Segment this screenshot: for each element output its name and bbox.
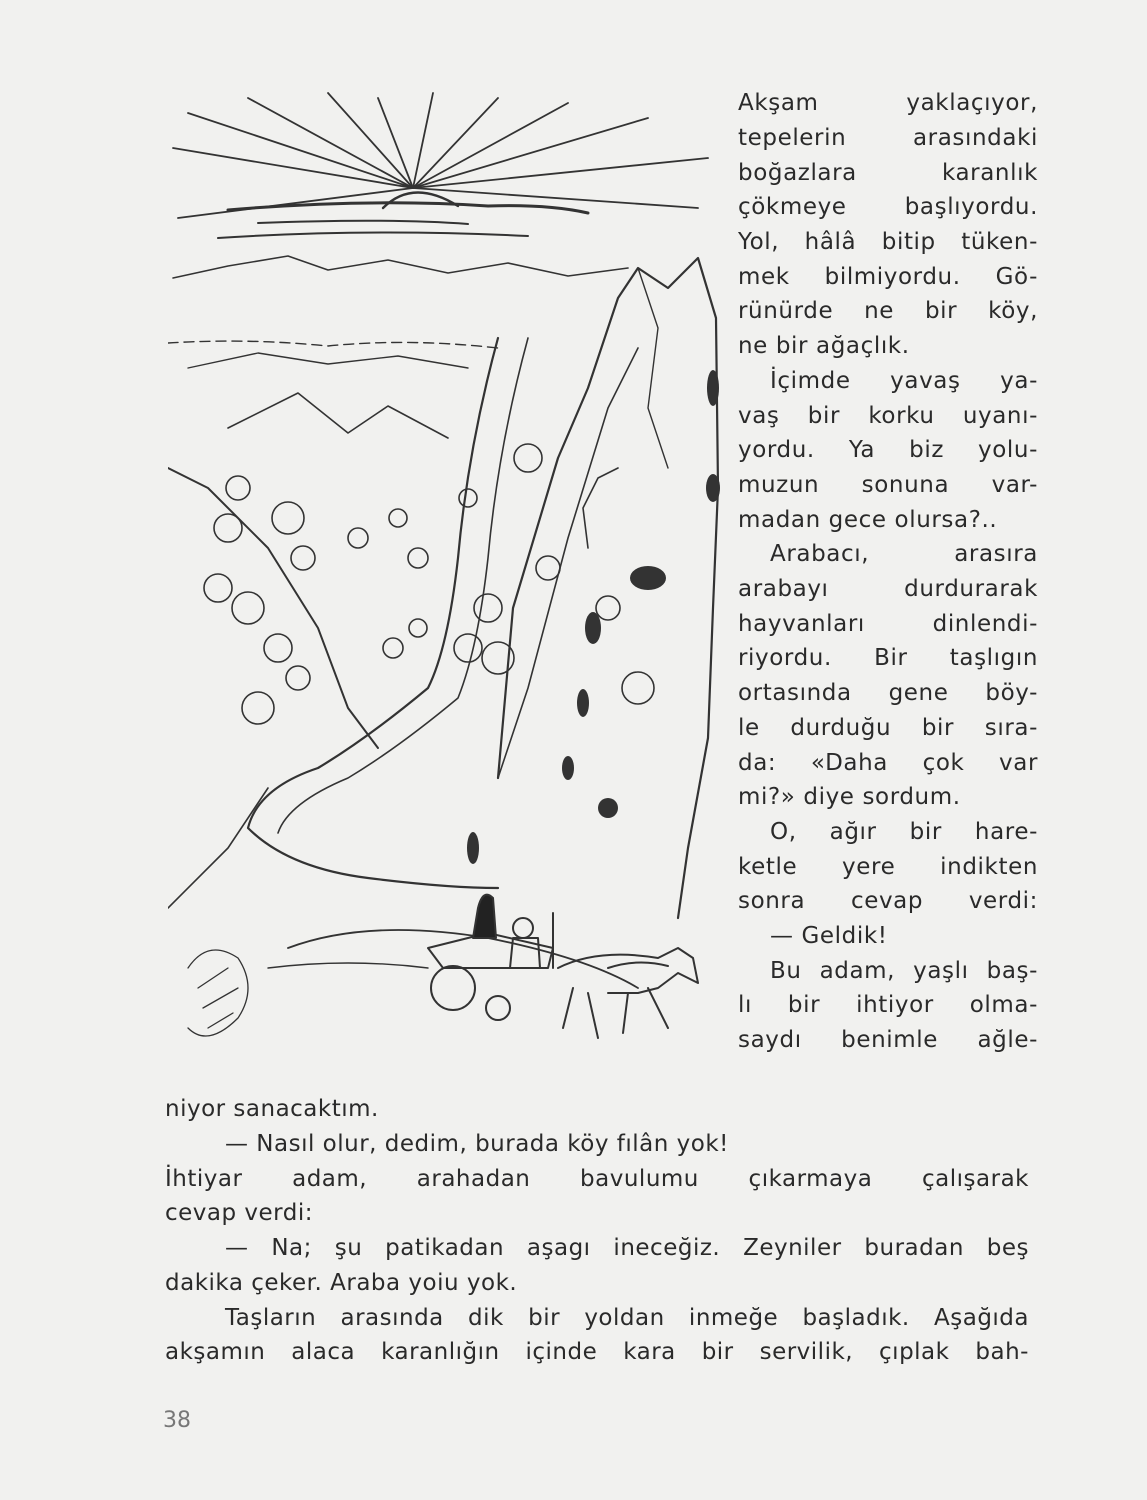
text-line: niyor sanacaktım. <box>165 1096 379 1122</box>
text-line: Arabacı, arasıra <box>770 541 1038 567</box>
text-line: lı bir ihtiyor olma- <box>738 992 1038 1018</box>
text-line: Bu adam, yaşlı baş- <box>770 958 1038 984</box>
text-line: ketle yere indikten <box>738 854 1038 880</box>
text-line: hayvanları dinlendi- <box>738 611 1038 637</box>
text-line: ortasında gene böy- <box>738 680 1038 706</box>
foreground-shrub <box>188 950 248 1036</box>
text-line: O, ağır bir hare- <box>770 819 1038 845</box>
text-line: le durduğu bir sıra- <box>738 715 1038 741</box>
mountain-road <box>248 338 498 888</box>
text-line: riyordu. Bir taşlıgın <box>738 645 1038 671</box>
text-line: çökmeye başlıyordu. <box>738 194 1038 220</box>
text-line: yordu. Ya biz yolu- <box>738 437 1038 463</box>
text-line: İçimde yavaş ya- <box>770 368 1038 394</box>
left-slope <box>168 468 378 748</box>
text-line: mi?» diye sordum. <box>738 784 961 810</box>
trees <box>204 444 654 724</box>
text-line: arabayı durdurarak <box>738 576 1038 602</box>
text-line: vaş bir korku uyanı- <box>738 403 1038 429</box>
dark-bushes <box>467 370 720 864</box>
text-line: Akşam yaklaçıyor, <box>738 90 1038 116</box>
text-line: da: «Daha çok var <box>738 750 1038 776</box>
text-line: — Na; şu patikadan aşagı ineceğiz. Zeyniler buradan beş <box>225 1235 1029 1261</box>
sun <box>383 192 458 208</box>
text-line: ne bir ağaçlık. <box>738 333 910 359</box>
text-line: Taşların arasında dik bir yoldan inmeğe başladık. Aşağıda <box>225 1305 1029 1331</box>
carriage <box>428 895 553 1020</box>
text-line: — Nasıl olur, dedim, burada köy fılân yok! <box>225 1131 729 1157</box>
text-line: rünürde ne bir köy, <box>738 298 1038 324</box>
text-line: cevap verdi: <box>165 1200 313 1226</box>
text-line: akşamın alaca karanlığın içinde kara bir servilik, çıplak bah- <box>165 1339 1029 1365</box>
text-line: muzun sonuna var- <box>738 472 1038 498</box>
text-line: dakika çeker. Araba yoiu yok. <box>165 1270 518 1296</box>
sun-rays <box>173 93 708 218</box>
illustration <box>168 88 733 1083</box>
text-line: boğazlara karanlık <box>738 160 1038 186</box>
carriage-mountain-drawing <box>168 88 733 1083</box>
text-line: saydı benimle ağle- <box>738 1027 1038 1053</box>
text-line: madan gece olursa?.. <box>738 507 998 533</box>
text-line: Yol, hâlâ bitip tüken- <box>738 229 1038 255</box>
text-line: tepelerin arasındaki <box>738 125 1038 151</box>
cliff <box>498 258 718 918</box>
text-line: sonra cevap verdi: <box>738 888 1038 914</box>
distant-mountains <box>173 256 628 278</box>
text-line: — Geldik! <box>770 923 888 949</box>
text-line: İhtiyar adam, arahadan bavulumu çıkarmaya çalışarak <box>165 1166 1029 1192</box>
page-number: 38 <box>163 1408 191 1433</box>
text-line: mek bilmiyordu. Gö- <box>738 264 1038 290</box>
